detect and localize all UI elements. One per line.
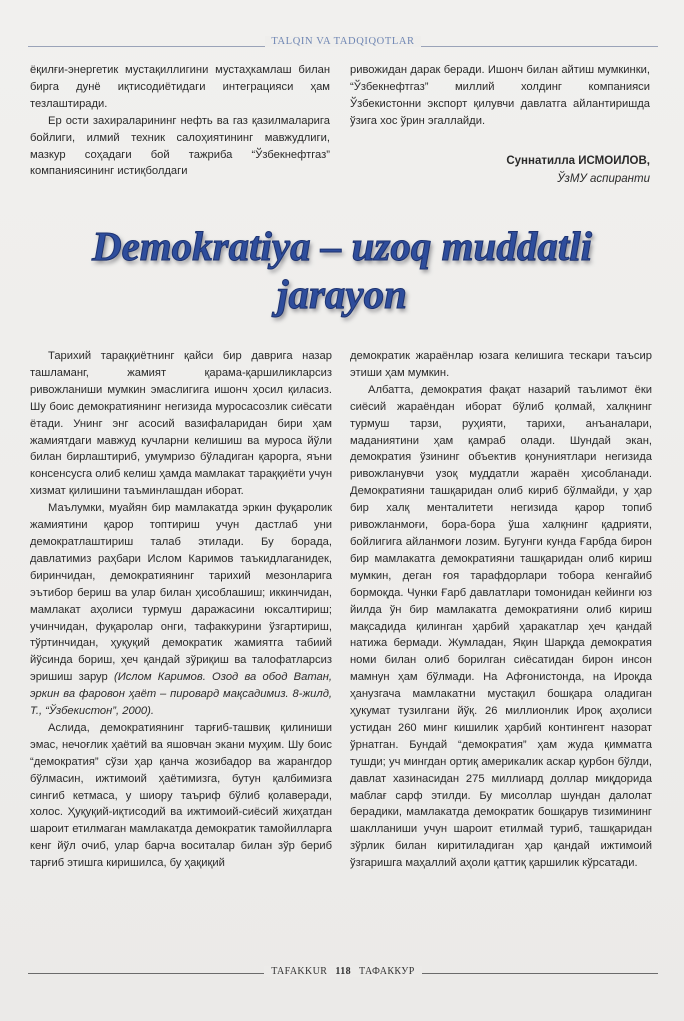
- footer-magazine-cyrillic: ТАФАККУР: [359, 966, 415, 977]
- previous-article-right-column: [350, 62, 650, 130]
- article-right-column: [350, 348, 652, 872]
- paragraph-text: Маълумки, муайян бир мамлакатда эркин фуқаролик жамиятини қарор топтириш учун дастлаб уни демократлаштириш талаб этилади. Бу борада, давлатимиз раҳбари Ислом Каримов таъкидлаганидек, биринчидан, демократиянинг тарихий мезонларига эътибор бериш ва улар билан ҳисоблашиш; иккинчидан, мамлакат аҳолиси турмуш даражасини юксалтириш; учинчидан, фуқаролар онги, тафаккурини ўзгартириш, тўртинчидан, ҳуқуқий демократик жамиятга табиий йўсинда бориш, ҳеч қандай зўриқиш ва талофатларсиз эришиш зарур: [30, 502, 332, 684]
- author-signature: Суннатилла ИСМОИЛОВ, ЎзМУ аспиранти: [350, 152, 650, 188]
- paragraph: ривожидан дарак беради. Ишонч билан айтиш мумкинки, “Ўзбекнефтгаз” миллий холдинг компанияси Ўзбекистонни экспорт қилувчи давлатга айлантиришда ўзига хос ўрин эгаллайди.: [350, 64, 650, 127]
- previous-article-left-column: [30, 62, 330, 180]
- page-number: 118: [335, 966, 352, 977]
- paragraph: Тарихий тараққиётнинг қайси бир даврига назар ташламанг, жамият қарама-қаршиликларсиз ривожланиши мумкин эмаслигига ишонч ҳосил қиласиз. Шу боис демократиянинг негизида муросасозлик сиёсати ётади. Унинг энг асосий вазифаларидан бири ҳам жамиятдаги мавжуд кучларни келишиш ва муроса йўли билан бирлаштириб, умумризо бўладиган қарорга, яъни консенсусга олиб келиш ҳамда мамлакат тараққиёти учун хизмат қилишини таъминлашдан иборат.: [30, 350, 332, 498]
- paragraph: Албатта, демократия фақат назарий таълимот ёки сиёсий жараёндан иборат бўлиб қолмай, халқнинг турмуш тарзи, руҳияти, тарихи, анъаналари, маданиятини ҳам қамраб олади. Шундай экан, демократия ўзининг объектив қонуниятлари негизида ривожланувчи узоқ муддатли жараён ҳисобланади. Демократияни ташқаридан олиб кириб бўлмайди, у ҳар бир халқ менталитети негизида қарор топиб ривожланмоғи, бора-бора ўша халқнинг қадрияти, бойлигига айланмоғи лозим. Бугунги кунда Ғарбда бирон бир мамлакатга демократияни ташқаридан олиб кириш мумкин, деган ғоя тарафдорлари тобора кенгайиб бормоқда. Чунки Ғарб давлатлари томонидан кейинги юз йилда ўн бир мамлакатга демократияни олиб кириш мақсадида қилинган ҳарбий ҳаракатлар ҳеч қандай натижа бермади. Жумладан, Яқин Шарқда демократия номи билан олиб борилган сиёсатидан бирон инсон мамнун ҳам бўлмади. На Афғонистонда, на Ироқда ҳанузгача мамлакатни мустақил бошқара оладиган ҳукумат тузилгани йўқ. 26 миллионлик Ироқ аҳолиси устидан 260 минг кишилик ҳарбий контингент назорат ўрнатган. Бундай “демократия” ҳам жуда қимматга тушди; уч мингдан ортиқ америкалик аскар қурбон бўлди, давлат хазинасидан 275 миллиард доллар миқдорида маблағ сарф этилди. Бу мисоллар шундан далолат берадики, мамлакатда демократик бошқарув тизимининг шаклланиши учун шароит етилмай туриб, ташқаридан зўрлик билан киритиладиган ҳар қандай ижтимоий ўзгаришга маҳаллий аҳоли қаттиқ қаршилик кўрсатади.: [350, 383, 652, 870]
- running-header: [28, 36, 658, 50]
- page-footer: [28, 966, 658, 980]
- paragraph: ёқилғи-энергетик мустақиллигини мустаҳкамлаш билан бирга дунё иқтисодиётидаги интеграцияси ҳам тезлаштиради.: [30, 64, 330, 110]
- paragraph: Аслида, демократиянинг тарғиб-ташвиқ қилиниши эмас, нечоғлик ҳаётий ва яшовчан экани муҳим. Шу боис “демократия” сўзи ҳар қанча жозибадор ва жарангдор бўлмасин, ижтимоий ҳаётимизга, бутун қалбимизга сингиб кетмаса, у шиору таъриф бўлиб қолаверади, холос. Ҳуқуқий-иқтисодий ва ижтимоий-сиёсий жиҳатдан шароит етилмаган мамлакатда демократик тамойилларга кенг йўл очиб, улар барча воситалар билан зўр бериб тарғиб этишга киришилса, бу ҳақиқий: [30, 721, 332, 870]
- paragraph: [30, 500, 332, 720]
- citation: (Ислом Каримов. Озод ва обод Ватан, эркин ва фаровон ҳаёт – пировард мақсадимиз. 8-жилд, Т., “Ўзбекистон”, 2000).: [30, 671, 333, 718]
- author-first-name: Суннатилла: [506, 155, 576, 167]
- paragraph: Ер ости захираларининг нефть ва газ қазилмаларига бойлиги, илмий техник салоҳиятининг мавжудлиги, мазкур соҳадаги бой тажриба “Ўзбекнефтгаз” компаниясининг истиқболдаги: [30, 114, 330, 178]
- footer-magazine-latin: TAFAKKUR: [271, 966, 328, 977]
- title-line-1: Demokratiya – uzoq muddatli: [91, 223, 592, 269]
- article-left-column: [30, 348, 332, 872]
- title-line-2: jarayon: [277, 271, 407, 317]
- paragraph: демократик жараёнлар юзага келишига тескари таъсир этиши ҳам мумкин.: [350, 350, 652, 379]
- article-title: [30, 222, 654, 318]
- author-last-name: ИСМОИЛОВ: [578, 155, 647, 167]
- author-role: ЎзМУ аспиранти: [557, 173, 650, 185]
- running-title: TALQIN VA TADQIQOTLAR: [265, 36, 420, 47]
